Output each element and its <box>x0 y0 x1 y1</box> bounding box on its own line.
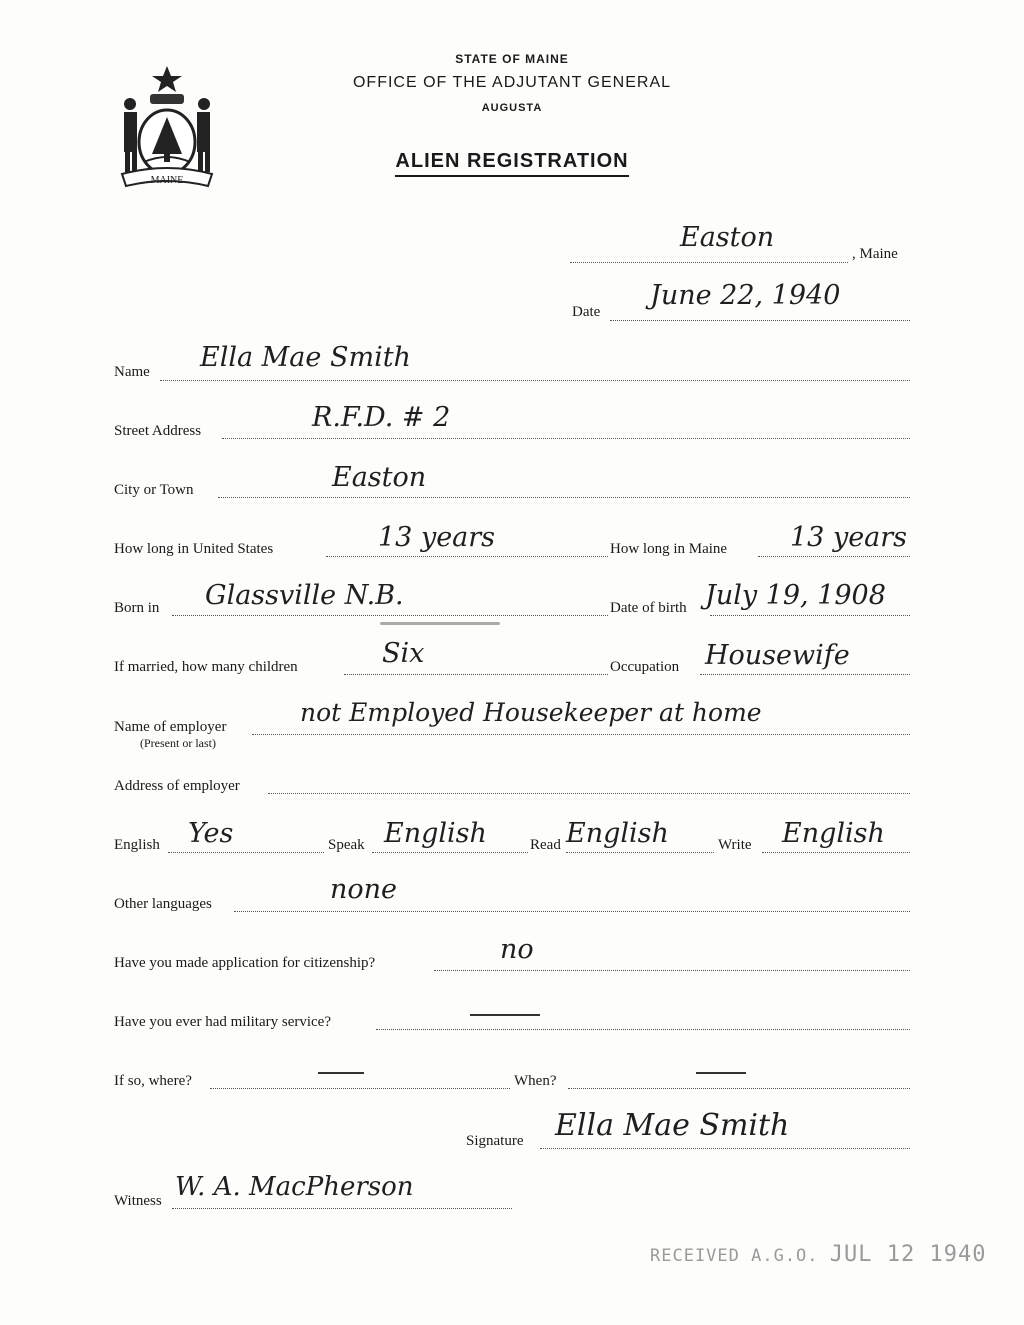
signature-label: Signature <box>466 1133 524 1149</box>
office-heading: OFFICE OF THE ADJUTANT GENERAL <box>352 74 672 91</box>
speak-value: English <box>384 818 487 849</box>
how-long-maine-label: How long in Maine <box>610 541 728 557</box>
name-line <box>160 380 910 381</box>
occupation-label: Occupation <box>610 659 680 675</box>
signature-value: Ella Mae Smith <box>555 1108 790 1143</box>
pen-smudge <box>380 622 500 625</box>
name-label: Name <box>114 364 150 380</box>
street-value: R.F.D. # 2 <box>312 402 451 433</box>
read-line <box>566 852 714 853</box>
street-line <box>222 438 910 439</box>
other-languages-line <box>234 911 910 912</box>
born-in-line <box>172 615 608 616</box>
state-heading: STATE OF MAINE <box>455 52 569 66</box>
english-value: Yes <box>188 818 234 849</box>
employer-address-label: Address of employer <box>114 778 240 794</box>
town-value: Easton <box>680 222 775 253</box>
speak-line <box>372 852 528 853</box>
occupation-value: Housewife <box>705 640 850 671</box>
read-value: English <box>566 818 669 849</box>
city-value: Easton <box>332 462 427 493</box>
how-long-maine-value: 13 years <box>790 522 908 553</box>
how-long-us-value: 13 years <box>378 522 496 553</box>
witness-label: Witness <box>114 1193 162 1209</box>
read-label: Read <box>530 837 561 853</box>
employer-address-line <box>268 793 910 794</box>
date-of-birth-value: July 19, 1908 <box>705 580 886 611</box>
write-label: Write <box>718 837 752 853</box>
where-label: If so, where? <box>114 1073 192 1089</box>
city-line <box>218 497 910 498</box>
state-of-maine-seal-icon <box>112 62 222 192</box>
when-line <box>568 1088 910 1089</box>
employer-sublabel: (Present or last) <box>140 736 216 750</box>
received-stamp-date: JUL 12 1940 <box>829 1242 987 1267</box>
military-dash <box>470 1014 540 1016</box>
town-line <box>570 262 848 263</box>
date-line <box>610 320 910 321</box>
employer-line <box>252 734 910 735</box>
svg-text:MAINE: MAINE <box>150 175 184 186</box>
date-value: June 22, 1940 <box>650 280 841 311</box>
write-value: English <box>782 818 885 849</box>
how-long-us-line <box>326 556 608 557</box>
citizenship-line <box>434 970 910 971</box>
citizenship-label: Have you made application for citizenship? <box>114 955 376 971</box>
date-of-birth-line <box>710 615 910 616</box>
name-value: Ella Mae Smith <box>200 342 411 373</box>
english-label: English <box>114 837 160 853</box>
when-dash <box>696 1072 746 1074</box>
date-label: Date <box>572 304 601 320</box>
children-label: If married, how many children <box>114 659 298 675</box>
how-long-us-label: How long in United States <box>114 541 274 557</box>
employer-value: not Employed Housekeeper at home <box>300 698 762 727</box>
city-label: City or Town <box>114 482 194 498</box>
how-long-maine-line <box>758 556 910 557</box>
children-line <box>344 674 608 675</box>
when-label: When? <box>514 1073 557 1089</box>
children-value: Six <box>382 638 425 669</box>
street-label: Street Address <box>114 423 202 439</box>
signature-line <box>540 1148 910 1149</box>
received-stamp <box>650 1242 986 1267</box>
received-stamp-text: RECEIVED A.G.O. <box>650 1246 819 1266</box>
date-of-birth-label: Date of birth <box>610 600 687 616</box>
other-languages-label: Other languages <box>114 896 212 912</box>
employer-label: Name of employer <box>114 719 227 735</box>
where-line <box>210 1088 510 1089</box>
maine-label: , Maine <box>852 246 898 262</box>
other-languages-value: none <box>330 874 398 905</box>
born-in-value: Glassville N.B. <box>205 580 404 611</box>
write-line <box>762 852 910 853</box>
occupation-line <box>700 674 910 675</box>
form-title: ALIEN REGISTRATION <box>312 150 712 173</box>
witness-line <box>172 1208 512 1209</box>
speak-label: Speak <box>328 837 365 853</box>
witness-value: W. A. MacPherson <box>175 1172 414 1202</box>
citizenship-value: no <box>500 934 534 965</box>
military-line <box>376 1029 910 1030</box>
city-heading: AUGUSTA <box>481 102 543 114</box>
born-in-label: Born in <box>114 600 160 616</box>
where-dash <box>318 1072 364 1074</box>
english-line <box>168 852 324 853</box>
military-label: Have you ever had military service? <box>114 1014 331 1030</box>
